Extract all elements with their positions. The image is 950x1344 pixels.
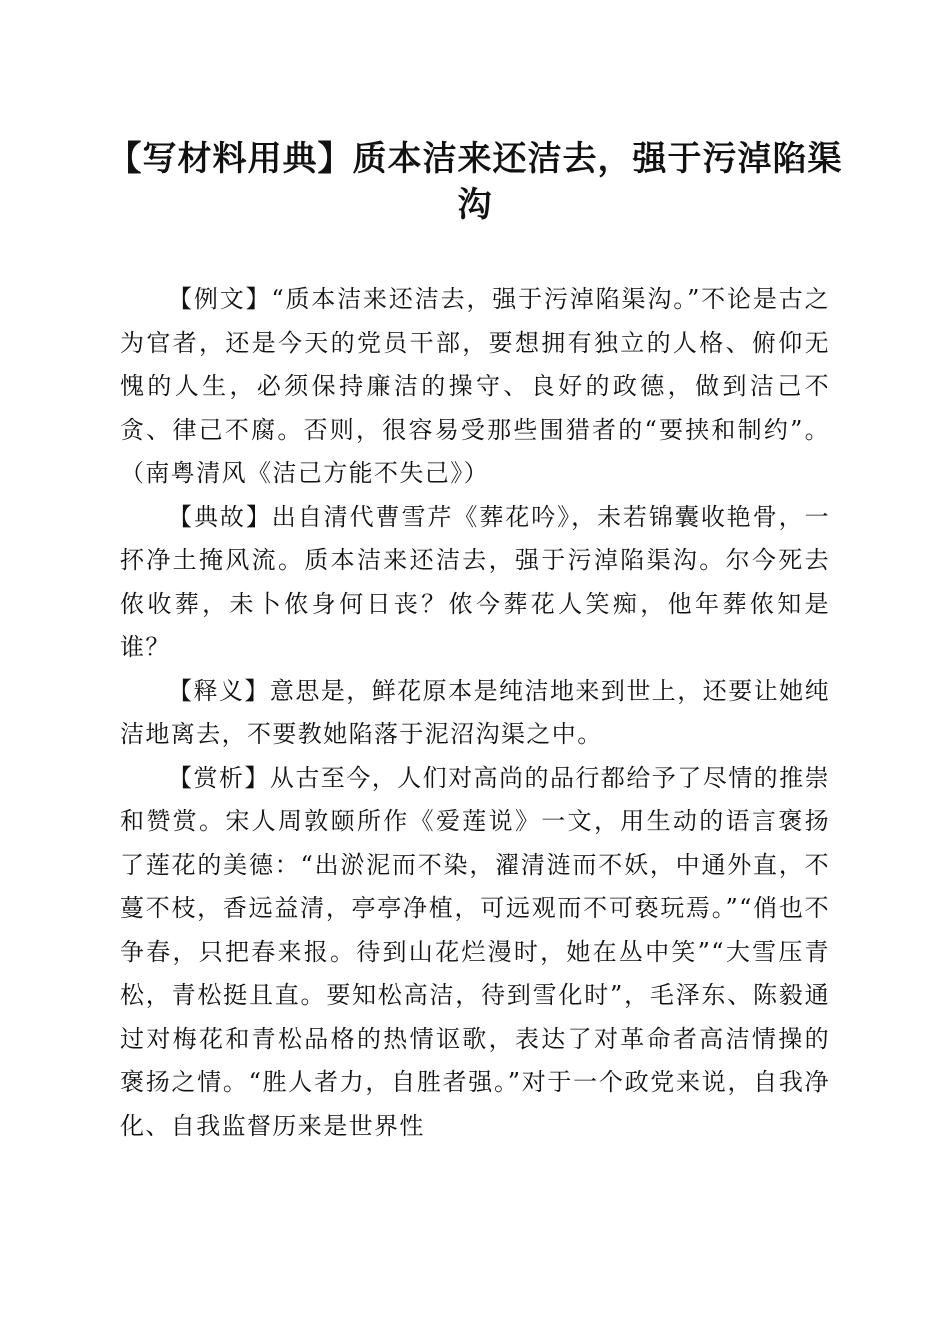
paragraph-text: 从古至今，人们对高尚的品行都给予了尽情的推崇和赞赏。宋人周敦颐所作《爱莲说》一文，用生动的语言褒扬了莲花的美德：“出淤泥而不染，濯清涟而不妖，中通外直，不蔓不枝，香远益清，亭亭净植，可远观而不可亵玩焉。”“俏也不争春，只把春来报。待到山花烂漫时，她在丛中笑”“大雪压青松，青松挺且直。要知松高洁，待到雪化时”，毛泽东、陈毅通过对梅花和青松品格的热情讴歌，表达了对革命者高洁情操的褒扬之情。“胜人者力，自胜者强。”对于一个政党来说，自我净化、自我监督历来是世界性 xyxy=(120,763,830,1140)
paragraph-tag: 【例文】 xyxy=(168,285,272,313)
document-title: 【写材料用典】质本洁来还洁去，强于污淖陷渠沟 xyxy=(107,139,843,225)
paragraph-text: 出自清代曹雪芹《葬花吟》，未若锦囊收艳骨，一抔净土掩风流。质本洁来还洁去，强于污淖陷渠沟。尔今死去侬收葬，未卜侬身何日丧？侬今葬花人笑痴，他年葬侬知是谁？ xyxy=(120,502,830,661)
paragraph-text: 意思是，鲜花原本是纯洁地来到世上，还要让她纯洁地离去，不要教她陷落于泥沼沟渠之中。 xyxy=(120,676,830,748)
paragraph-text: “质本洁来还洁去，强于污淖陷渠沟。”不论是古之为官者，还是今天的党员干部，要想拥有独立的人格、俯仰无愧的人生，必须保持廉洁的操守、良好的政德，做到洁己不贪、律己不腐。否则，很容易受那些围猎者的“要挟和制约”。（南粤清风《洁己方能不失己》） xyxy=(120,285,830,487)
paragraph-analysis xyxy=(120,757,830,1149)
paragraph-tag: 【赏析】 xyxy=(168,763,270,792)
paragraph-example xyxy=(120,278,830,496)
paragraph-source xyxy=(120,496,830,670)
paragraph-tag: 【典故】 xyxy=(168,502,272,531)
document-body xyxy=(120,278,830,1148)
paragraph-meaning xyxy=(120,670,830,757)
paragraph-tag: 【释义】 xyxy=(168,676,270,705)
